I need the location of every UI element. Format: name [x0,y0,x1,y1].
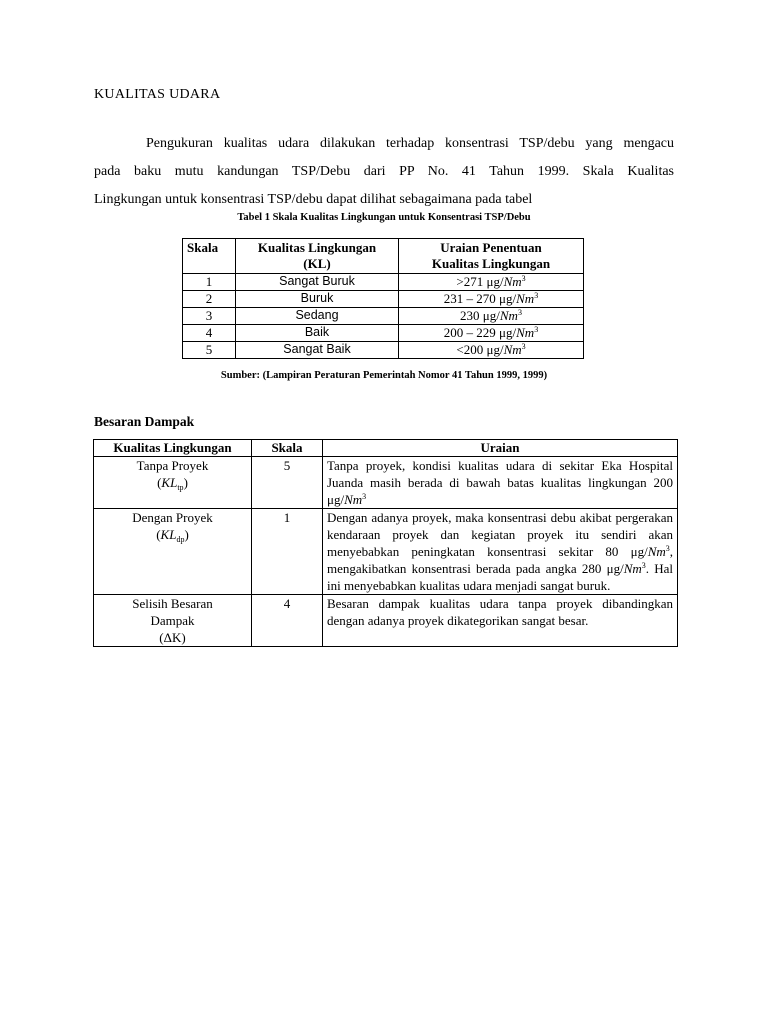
header-uraian-line: Uraian Penentuan [440,240,542,255]
cell-kl: Sangat Baik [236,342,399,359]
cell-uraian [323,509,678,595]
unit-mu: μg/ [630,544,648,559]
cell-skala: 4 [252,595,323,647]
unit-exp: 3 [521,274,526,283]
paragraph-line: pada baku mutu kandungan TSP/Debu dari PP No. 41 Tahun 1999. Skala Kualitas [94,164,674,179]
unit-nm: Nm [516,325,535,340]
unit-nm: Nm [503,342,522,357]
unit-exp: 3 [641,561,646,570]
kl-subscript: dp [176,535,185,544]
paragraph-line: Pengukuran kualitas udara dilakukan terhadap konsentrasi TSP/debu yang mengacu [146,136,674,151]
table-row [94,457,678,509]
unit-mu: μg/ [499,325,517,340]
table-row [183,291,584,308]
header-kl-line: Kualitas Lingkungan [257,240,377,255]
cell-uraian: Besaran dampak kualitas udara tanpa proyek dibandingkan dengan adanya proyek dikategorikan sangat besar. [323,595,678,647]
table-row [183,274,584,291]
header-uraian: Uraian [323,440,678,457]
table-row [183,342,584,359]
unit-mu: μg/ [486,342,504,357]
unit-nm: Nm [503,274,522,289]
header-kl [236,239,399,274]
cell-value [399,325,584,342]
table-header-row [183,239,584,274]
table1-source: Sumber: (Lampiran Peraturan Pemerintah Nomor 41 Tahun 1999, 1999) [220,370,548,381]
table1-caption: Tabel 1 Skala Kualitas Lingkungan untuk Konsentrasi TSP/Debu [237,212,531,223]
unit-nm: Nm [516,291,535,306]
cell-kl [94,595,252,647]
paragraph-line: Lingkungan untuk konsentrasi TSP/debu dapat dilihat sebagaimana pada tabel [94,192,533,207]
unit-exp: 3 [534,291,539,300]
unit-nm: Nm [623,561,642,576]
unit-mu: μg/ [482,308,500,323]
cell-skala: 2 [183,291,236,308]
table-row [94,509,678,595]
header-skala: Skala [252,440,323,457]
unit-exp: 3 [534,325,539,334]
cell-kl: Tanpa Proyek $(KL_{tp})$ [94,457,252,509]
cell-kl: Dengan Proyek $(KL_{dp})$ [94,509,252,595]
cell-skala: 1 [183,274,236,291]
cell-skala: 4 [183,325,236,342]
unit-exp: 3 [517,308,522,317]
kl-label: Tanpa Proyek [136,458,209,473]
cell-value [399,342,584,359]
section2-title: Besaran Dampak [94,414,195,429]
kl-label: Dampak [150,613,195,628]
unit-mu: μg/ [486,274,504,289]
cell-value [399,291,584,308]
unit-nm: Nm [499,308,518,323]
section-title: KUALITAS UDARA [94,87,221,102]
unit-nm: Nm [344,492,363,507]
cell-kl: Sedang [236,308,399,325]
kl-symbol: KL [161,475,178,490]
cell-kl: Baik [236,325,399,342]
unit-exp: 3 [362,492,367,501]
cell-value [399,274,584,291]
cell-skala: 1 [252,509,323,595]
quality-scale-table [182,238,584,359]
unit-mu: μg/ [499,291,517,306]
unit-nm: Nm [647,544,666,559]
value-text: >271 [456,274,487,289]
uraian-text: . Hal ini menyebabkan kualitas udara menjadi sangat buruk. [327,561,673,593]
table-row [183,325,584,342]
header-kl-line: (KL) [303,256,331,271]
cell-skala: 3 [183,308,236,325]
kl-label: Selisih Besaran [132,596,213,611]
cell-skala: 5 [252,457,323,509]
cell-skala: 5 [183,342,236,359]
header-uraian-line: Kualitas Lingkungan [431,256,551,271]
header-uraian [399,239,584,274]
table-row [94,595,678,647]
uraian-text: , mengakibatkan konsentrasi berada pada angka 280 [327,544,673,576]
value-text: 231 – 270 [443,291,500,306]
kl-symbol: (ΔK) [159,630,186,645]
table-row [183,308,584,325]
kl-label: Dengan Proyek [132,510,213,525]
cell-kl: Buruk [236,291,399,308]
impact-table [93,439,678,647]
cell-kl: Sangat Buruk [236,274,399,291]
unit-mu: μg/ [606,561,624,576]
kl-symbol: KL [160,527,177,542]
header-skala: Skala [183,239,236,274]
header-kl: Kualitas Lingkungan [94,440,252,457]
uraian-text: Dengan adanya proyek, maka konsentrasi debu akibat pergerakan kendaraan proyek dan kegiatan proyek itu sendiri akan menyebabkan peningkatan konsentrasi sekitar 80 [327,510,673,559]
uraian-text: Tanpa proyek, kondisi kualitas udara di sekitar Eka Hospital Juanda masih berada di bawah batas kualitas lingkungan 200 [327,458,673,490]
unit-exp: 3 [521,342,526,351]
table-header-row [94,440,678,457]
unit-exp: 3 [665,544,670,553]
cell-value [399,308,584,325]
kl-subscript: tp [177,483,184,492]
value-text: 230 [460,308,483,323]
unit-mu: μg/ [327,492,345,507]
intro-paragraph [94,130,674,214]
value-text: 200 – 229 [443,325,500,340]
value-text: <200 [456,342,487,357]
cell-uraian [323,457,678,509]
